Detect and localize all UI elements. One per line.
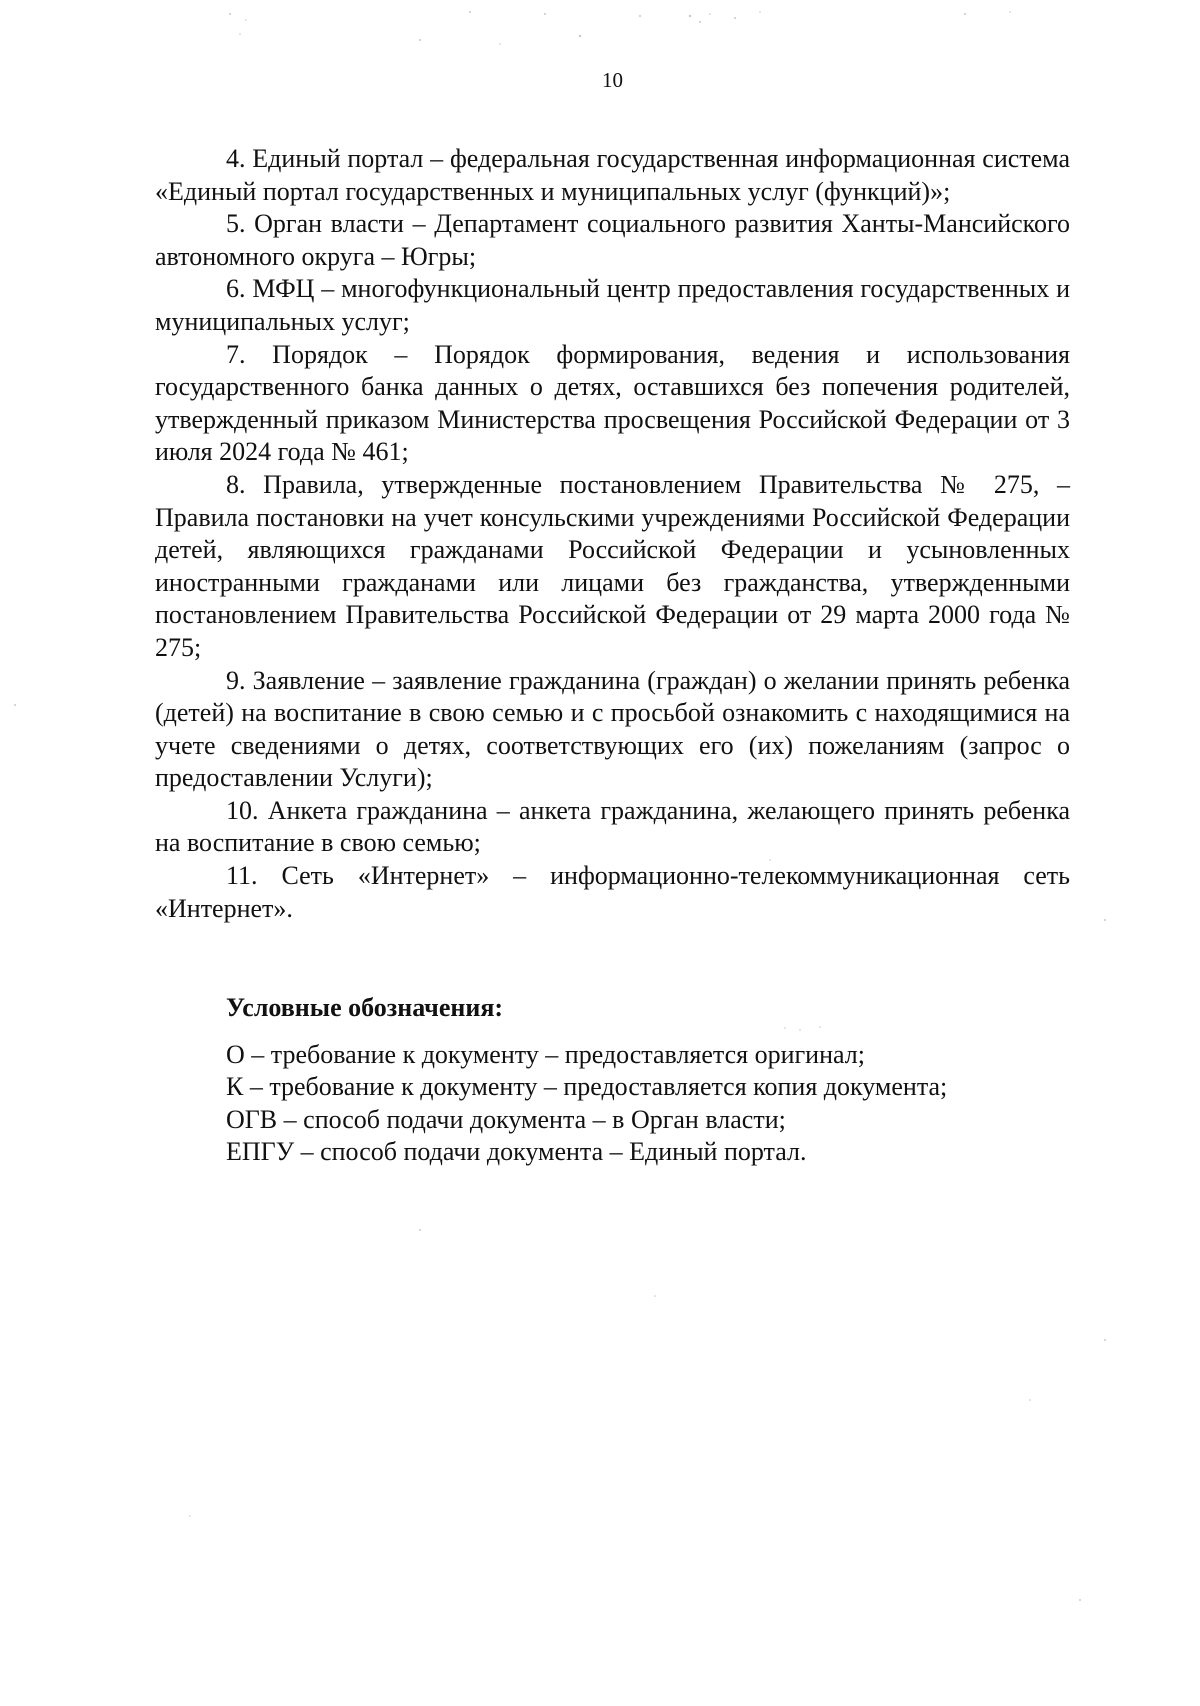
definition-item: 11. Сеть «Интернет» – информационно-телекоммуникационная сеть «Интернет». — [155, 861, 1070, 923]
legend-section — [226, 992, 1076, 1169]
legend-item: О – требование к документу – предоставляется оригинал; — [226, 1039, 865, 1069]
definition-item: 9. Заявление – заявление гражданина (граждан) о желании принять ребенка (детей) на воспитание в свою семью и с просьбой ознакомить с находящимися на учете сведениями о детях, соответствующих его (их) пожеланиям (запрос о предоставлении Услуги); — [155, 665, 1070, 793]
legend-item: ОГВ – способ подачи документа – в Орган власти; — [226, 1104, 786, 1134]
legend-item: ЕПГУ – способ подачи документа – Единый портал. — [226, 1137, 807, 1167]
definition-item: 5. Орган власти – Департамент социального развития Ханты-Мансийского автономного округа – Югры; — [155, 209, 1070, 271]
definitions-list — [155, 143, 1070, 925]
definition-item: 4. Единый портал – федеральная государственная информационная система «Единый портал государственных и муниципальных услуг (функций)»; — [155, 144, 1070, 206]
definition-item: 8. Правила, утвержденные постановлением Правительства № 275, – Правила постановки на учет консульскими учреждениями Российской Федерации детей, являющихся гражданами Российской Федерации и усыновленных иностранными гражданами или лицами без гражданства, утвержденными постановлением Правительства Российской Федерации от 29 марта 2000 года № 275; — [155, 469, 1070, 662]
definition-item: 7. Порядок – Порядок формирования, ведения и использования государственного банка данных о детях, оставшихся без попечения родителей, утвержденный приказом Министерства просвещения Российской Федерации от 3 июля 2024 года № 461; — [155, 339, 1070, 467]
legend-item: К – требование к документу – предоставляется копия документа; — [226, 1072, 948, 1102]
page-number: 10 — [602, 68, 623, 92]
legend-title: Условные обозначения: — [226, 993, 504, 1022]
definition-item: 10. Анкета гражданина – анкета гражданина, желающего принять ребенка на воспитание в свою семью; — [155, 795, 1070, 858]
definition-item: 6. МФЦ – многофункциональный центр предоставления государственных и муниципальных услуг; — [155, 274, 1070, 336]
